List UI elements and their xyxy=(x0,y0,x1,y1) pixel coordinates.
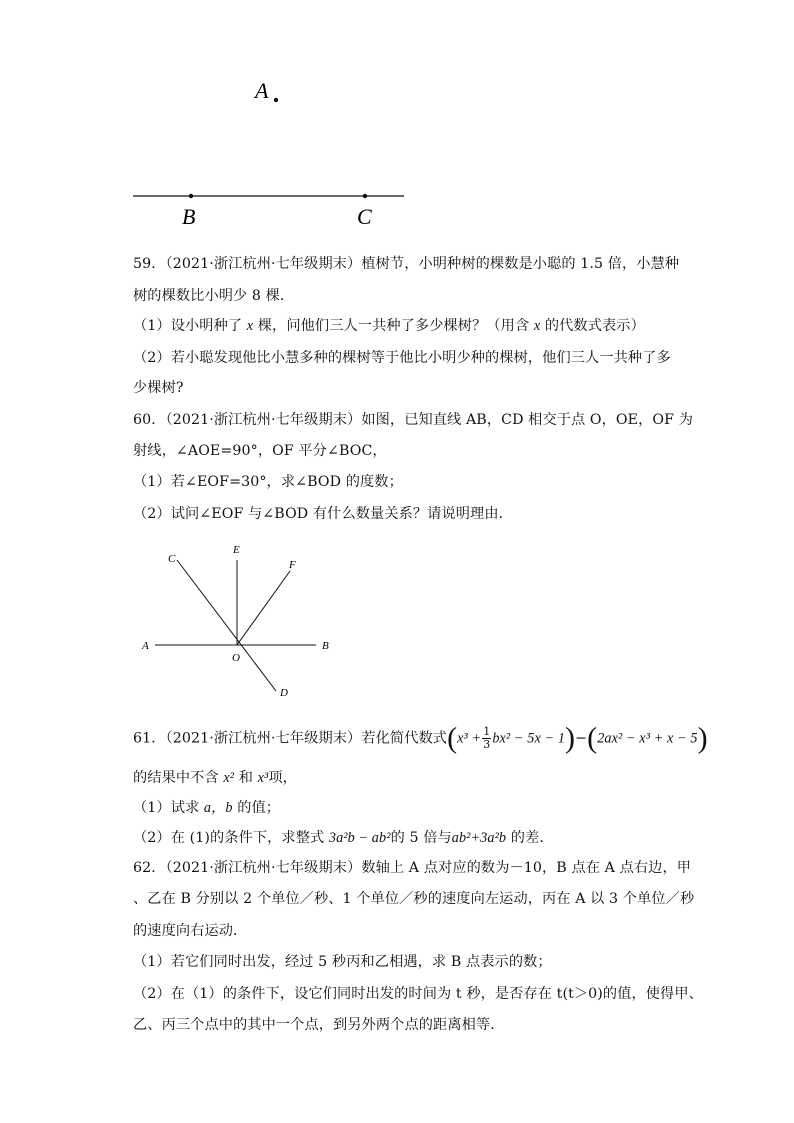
q61-line2-x3: x³ xyxy=(257,770,269,786)
q59-part1 xyxy=(133,316,645,336)
label-e: E xyxy=(233,544,240,556)
q61-line2 xyxy=(133,768,297,788)
label-a: A xyxy=(142,640,149,652)
q61-line2-x2: x² xyxy=(223,770,235,786)
q61-part2-a: （2）在 (1)的条件下，求整式 xyxy=(133,830,329,846)
q59-part1-text-b: 棵，问他们三人一共种了多少棵树？（用含 xyxy=(253,318,534,334)
label-point-b: B xyxy=(182,204,196,229)
q61-intro: 61．（2021·浙江杭州·七年级期末）若化简代数式 xyxy=(133,730,448,747)
q61-part2-c: 的差． xyxy=(506,830,554,846)
q61-open-paren-1: ( xyxy=(447,721,458,755)
point-c-dot xyxy=(363,194,367,198)
q59-part2-line1: （2）若小聪发现他比小慧多种的棵树等于他比小明少种的棵树，他们三人一共种了多 xyxy=(133,350,671,366)
q61-frac-num: 1 xyxy=(483,725,491,738)
q61-expr-part2: bx² − 5x − 1 xyxy=(492,730,566,747)
figure-points-abc xyxy=(125,70,425,240)
q62-part2-line1: （2）在（1）的条件下，设它们同时出发的时间为 t 秒，是否存在 t(t＞0)的值，使得甲、 xyxy=(133,986,703,1002)
point-a-dot xyxy=(274,98,278,102)
q60-line1: 60．（2021·浙江杭州·七年级期末）如图，已知直线 AB，CD 相交于点 O，OE，OF 为 xyxy=(133,412,693,428)
line-cd xyxy=(177,560,276,691)
q61-part2-expr1: 3a²b − ab² xyxy=(328,830,391,846)
q59-line2: 树的棵数比小明少 8 棵． xyxy=(133,288,295,304)
label-c: C xyxy=(168,553,176,565)
q61-part2-b: 的 5 倍与 xyxy=(390,830,452,846)
q62-line3: 的速度向右运动． xyxy=(133,923,248,939)
q61-part2 xyxy=(133,828,554,848)
q61-expr-part1: x³ + xyxy=(457,730,482,747)
q61-fraction xyxy=(482,726,491,751)
label-point-a: A xyxy=(255,78,269,103)
q61-close-paren-2: ) xyxy=(697,721,708,755)
q61-line2-b: 和 xyxy=(234,770,258,786)
label-point-c: C xyxy=(357,204,372,229)
q60-part2: （2）试问∠EOF 与∠BOD 有什么数量关系？请说明理由． xyxy=(133,506,513,522)
q59-part1-text-c: 的代数式表示） xyxy=(540,318,645,334)
label-f: F xyxy=(289,559,296,571)
label-b: B xyxy=(322,640,329,652)
q61-line2-c: 项， xyxy=(268,770,297,786)
q59-part1-var-x: x xyxy=(246,318,254,334)
q62-line1: 62．（2021·浙江杭州·七年级期末）数轴上 A 点对应的数为－10，B 点在 A 点右边，甲 xyxy=(133,860,692,876)
q61-frac-den: 3 xyxy=(483,738,491,751)
q62-part1: （1）若它们同时出发，经过 5 秒丙和乙相遇，求 B 点表示的数； xyxy=(133,954,552,970)
q61-part2-expr2: ab²+3a²b xyxy=(451,830,507,846)
label-o: O xyxy=(232,652,240,664)
label-d: D xyxy=(280,687,288,699)
q61-line2-a: 的结果中不含 xyxy=(133,770,224,786)
q61-open-paren-2: ( xyxy=(587,721,598,755)
q62-part2-line2: 乙、丙三个点中的其中一个点，到另外两个点的距离相等． xyxy=(133,1017,505,1033)
q61-minus: − xyxy=(575,730,588,747)
q60-line2: 射线，∠AOE=90°，OF 平分∠BOC， xyxy=(133,443,387,459)
q60-part1: （1）若∠EOF=30°，求∠BOD 的度数； xyxy=(133,474,403,490)
q61-close-paren-1: ) xyxy=(565,721,576,755)
q59-line1: 59．（2021·浙江杭州·七年级期末）植树节，小明种树的棵数是小聪的 1.5 倍，小慧种 xyxy=(133,256,680,272)
figure-intersecting-lines xyxy=(135,540,355,705)
point-b-dot xyxy=(189,194,193,198)
q62-line2: 、乙在 B 分别以 2 个单位／秒、1 个单位／秒的速度向左运动，丙在 A 以 3 个单位／秒 xyxy=(133,891,695,907)
ray-of xyxy=(237,571,290,645)
q59-part1-var-x2: x xyxy=(533,318,541,334)
q61-line1 xyxy=(133,721,708,755)
q59-part2-line2: 少棵树? xyxy=(133,380,184,396)
q61-part1-b: 的值； xyxy=(232,800,281,816)
q61-expr-part3: 2ax² − x³ + x − 5 xyxy=(597,730,698,747)
q61-part1-a: （1）试求 xyxy=(133,800,204,816)
q61-part1 xyxy=(133,798,280,818)
q59-part1-text-a: （1）设小明种了 xyxy=(133,318,247,334)
q61-part1-ab: a，b xyxy=(203,800,233,816)
